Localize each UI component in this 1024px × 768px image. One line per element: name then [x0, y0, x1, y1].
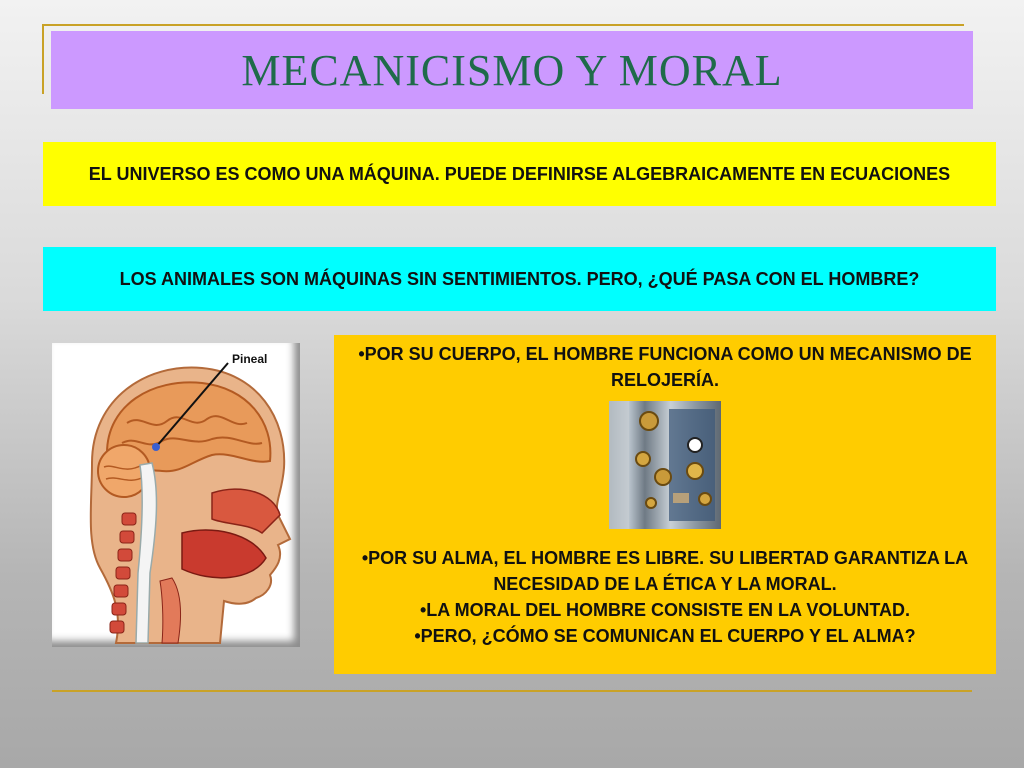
- pineal-label: Pineal: [232, 352, 268, 366]
- clock-mechanism-illustration: [609, 401, 721, 529]
- bullet-moral-will: •LA MORAL DEL HOMBRE CONSISTE EN LA VOLUNTAD.: [420, 600, 910, 620]
- left-accent-line: [42, 24, 44, 94]
- title-banner: [51, 31, 973, 109]
- universe-statement-box: [43, 142, 996, 206]
- bullet-soul-freedom: •POR SU ALMA, EL HOMBRE ES LIBRE. SU LIBERTAD GARANTIZA LA NECESIDAD DE LA ÉTICA Y LA MORAL.: [361, 548, 969, 594]
- bottom-accent-line: [52, 690, 972, 692]
- head-anatomy-illustration: [52, 343, 300, 647]
- slide-title: MECANICISMO Y MORAL: [241, 45, 783, 95]
- mechanism-content-box: [334, 335, 996, 674]
- head-anatomy-image: [52, 343, 300, 647]
- animals-statement-box: [43, 247, 996, 311]
- top-accent-line: [42, 24, 964, 26]
- bullet-body-soul-question: •PERO, ¿CÓMO SE COMUNICAN EL CUERPO Y EL ALMA?: [414, 626, 916, 646]
- bullet-body-mechanism: •POR SU CUERPO, EL HOMBRE FUNCIONA COMO UN MECANISMO DE RELOJERÍA.: [358, 344, 972, 390]
- clock-mechanism-image: [609, 401, 721, 529]
- animals-statement: LOS ANIMALES SON MÁQUINAS SIN SENTIMIENTOS. PERO, ¿QUÉ PASA CON EL HOMBRE?: [119, 269, 920, 289]
- universe-statement: EL UNIVERSO ES COMO UNA MÁQUINA. PUEDE DEFINIRSE ALGEBRAICAMENTE EN ECUACIONES: [88, 164, 951, 184]
